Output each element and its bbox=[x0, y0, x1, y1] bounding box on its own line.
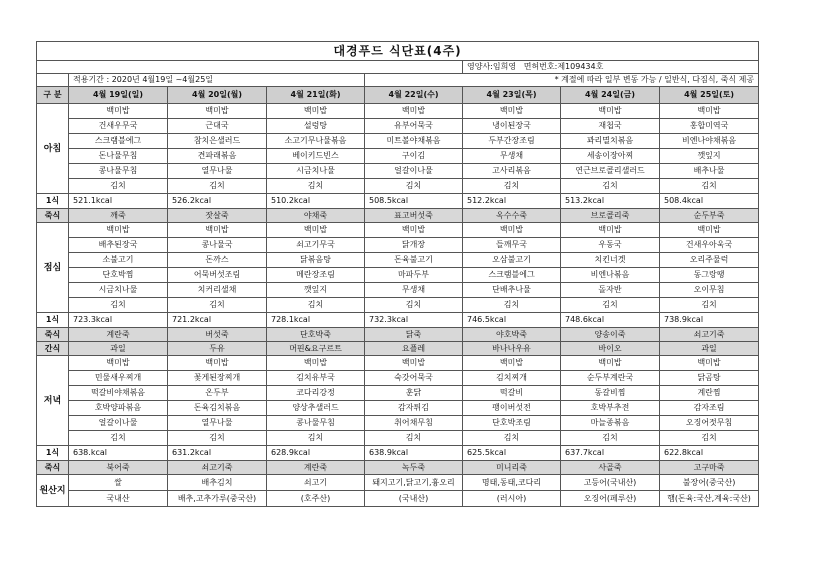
breakfast-dish: 미트볼야채볶음 bbox=[365, 134, 463, 149]
breakfast-kcal-label: 1식 bbox=[37, 194, 69, 209]
breakfast-porridge: 표고버섯죽 bbox=[365, 209, 463, 223]
origin-source-row bbox=[37, 491, 759, 507]
dinner-dish: 김치 bbox=[463, 431, 561, 446]
breakfast-porridge: 잣살죽 bbox=[168, 209, 267, 223]
lunch-dish: 백미밥 bbox=[365, 223, 463, 238]
breakfast-kcal-row bbox=[37, 194, 759, 209]
breakfast-dish: 재첩국 bbox=[561, 119, 660, 134]
breakfast-dish-row bbox=[37, 134, 759, 149]
lunch-kcal-value: 748.6kcal bbox=[561, 313, 660, 328]
breakfast-dish: 시금치나물 bbox=[267, 164, 365, 179]
breakfast-dish: 김치 bbox=[267, 179, 365, 194]
origin-label: 원산지 bbox=[37, 475, 69, 507]
dinner-dish: 꽃게된장찌개 bbox=[168, 371, 267, 386]
dinner-kcal-value: 622.8kcal bbox=[660, 446, 759, 461]
lunch-dish: 오리주물럭 bbox=[660, 253, 759, 268]
dinner-porridge: 북어죽 bbox=[69, 461, 168, 475]
origin-source: 배추,고추가루(중국산) bbox=[168, 491, 267, 507]
origin-source: (국내산) bbox=[365, 491, 463, 507]
lunch-dish: 김치 bbox=[660, 298, 759, 313]
dinner-porridge: 사골죽 bbox=[561, 461, 660, 475]
lunch-dish: 들깨무국 bbox=[463, 238, 561, 253]
nutritionist-info bbox=[463, 61, 759, 74]
snack-item: 두유 bbox=[168, 342, 267, 356]
dinner-dish: 민물새우찌개 bbox=[69, 371, 168, 386]
breakfast-dish: 김치 bbox=[69, 179, 168, 194]
lunch-dish: 김치 bbox=[168, 298, 267, 313]
origin-item: 쇠고기 bbox=[267, 475, 365, 491]
dinner-dish: 감자조림 bbox=[660, 401, 759, 416]
dinner-porridge: 계란죽 bbox=[267, 461, 365, 475]
lunch-kcal-value: 728.1kcal bbox=[267, 313, 365, 328]
day-header: 4월 23일(목) bbox=[463, 87, 561, 104]
breakfast-porridge: 옥수수죽 bbox=[463, 209, 561, 223]
dinner-dish: 콩나물무침 bbox=[267, 416, 365, 431]
header-row bbox=[37, 87, 759, 104]
dinner-dish: 호박부추전 bbox=[561, 401, 660, 416]
breakfast-dish: 김치 bbox=[660, 179, 759, 194]
lunch-dish: 무생채 bbox=[365, 283, 463, 298]
lunch-porridge: 버섯죽 bbox=[168, 328, 267, 342]
breakfast-dish: 참치은샐러드 bbox=[168, 134, 267, 149]
dinner-dish-row bbox=[37, 416, 759, 431]
dinner-dish: 훈닭 bbox=[365, 386, 463, 401]
dinner-dish-row bbox=[37, 356, 759, 371]
apply-period: 적용기간 : 2020년 4월19일 ~4월25일 bbox=[69, 74, 365, 87]
lunch-dish: 김치 bbox=[365, 298, 463, 313]
breakfast-dish: 깻잎지 bbox=[660, 149, 759, 164]
breakfast-dish: 백미밥 bbox=[463, 104, 561, 119]
lunch-dish: 치킨너겟 bbox=[561, 253, 660, 268]
lunch-dish: 백미밥 bbox=[463, 223, 561, 238]
snack-item: 머핀&요구르트 bbox=[267, 342, 365, 356]
sheet-title: 대경푸드 식단표(4주) bbox=[37, 42, 759, 61]
lunch-dish: 마파두부 bbox=[365, 268, 463, 283]
lunch-dish: 돌자반 bbox=[561, 283, 660, 298]
dinner-kcal-row bbox=[37, 446, 759, 461]
breakfast-dish: 소고기무나물볶음 bbox=[267, 134, 365, 149]
breakfast-dish: 설렁탕 bbox=[267, 119, 365, 134]
lunch-dish: 깻잎지 bbox=[267, 283, 365, 298]
lunch-dish: 어묵버섯조림 bbox=[168, 268, 267, 283]
lunch-dish: 비엔나볶음 bbox=[561, 268, 660, 283]
dinner-dish: 김치 bbox=[561, 431, 660, 446]
lunch-dish: 백미밥 bbox=[660, 223, 759, 238]
lunch-dish-row bbox=[37, 283, 759, 298]
breakfast-dish: 콩나물무침 bbox=[69, 164, 168, 179]
breakfast-porridge-row bbox=[37, 209, 759, 223]
snack-item: 바나나우유 bbox=[463, 342, 561, 356]
breakfast-dish: 얼갈이나물 bbox=[365, 164, 463, 179]
breakfast-dish: 백미밥 bbox=[267, 104, 365, 119]
breakfast-dish: 홍합미역국 bbox=[660, 119, 759, 134]
breakfast-dish: 백미밥 bbox=[69, 104, 168, 119]
lunch-dish: 돈육불고기 bbox=[365, 253, 463, 268]
lunch-dish: 단배추나물 bbox=[463, 283, 561, 298]
dinner-dish: 얼갈이나물 bbox=[69, 416, 168, 431]
snack-item: 과일 bbox=[660, 342, 759, 356]
dinner-dish-row bbox=[37, 401, 759, 416]
lunch-dish: 콩나물국 bbox=[168, 238, 267, 253]
origin-item: 불장어(중국산) bbox=[660, 475, 759, 491]
breakfast-porridge: 브로콜리죽 bbox=[561, 209, 660, 223]
origin-source: (러시아) bbox=[463, 491, 561, 507]
breakfast-dish: 돈나물무침 bbox=[69, 149, 168, 164]
dinner-dish: 열무나물 bbox=[168, 416, 267, 431]
dinner-dish: 백미밥 bbox=[168, 356, 267, 371]
day-header: 4월 20일(월) bbox=[168, 87, 267, 104]
lunch-dish: 쇠고기무국 bbox=[267, 238, 365, 253]
lunch-porridge: 쇠고기죽 bbox=[660, 328, 759, 342]
breakfast-dish: 근대국 bbox=[168, 119, 267, 134]
dinner-dish: 떡갈비 bbox=[463, 386, 561, 401]
origin-source: 국내산 bbox=[69, 491, 168, 507]
origin-item: 쌀 bbox=[69, 475, 168, 491]
lunch-dish: 오이무침 bbox=[660, 283, 759, 298]
breakfast-dish: 견파래볶음 bbox=[168, 149, 267, 164]
nutritionist-name: 영양사:임희영 bbox=[467, 62, 517, 71]
lunch-kcal-value: 721.2kcal bbox=[168, 313, 267, 328]
dinner-kcal-label: 1식 bbox=[37, 446, 69, 461]
dinner-dish: 돈육김치볶음 bbox=[168, 401, 267, 416]
breakfast-dish: 백미밥 bbox=[365, 104, 463, 119]
dinner-dish: 팽이버섯전 bbox=[463, 401, 561, 416]
lunch-porridge-row bbox=[37, 328, 759, 342]
breakfast-dish: 스크램블에그 bbox=[69, 134, 168, 149]
lunch-meal-label: 점심 bbox=[37, 223, 69, 313]
dinner-kcal-value: 628.9kcal bbox=[267, 446, 365, 461]
origin-item: 고등어(국내산) bbox=[561, 475, 660, 491]
dinner-dish: 단호박조림 bbox=[463, 416, 561, 431]
lunch-kcal-value: 732.3kcal bbox=[365, 313, 463, 328]
lunch-dish: 동그랑땡 bbox=[660, 268, 759, 283]
lunch-dish: 단호박찜 bbox=[69, 268, 168, 283]
breakfast-dish: 배추나물 bbox=[660, 164, 759, 179]
lunch-dish: 오삼불고기 bbox=[463, 253, 561, 268]
menu-note: * 계절에 따라 일부 변동 가능 / 일반식, 다짐식, 죽식 제공 bbox=[365, 74, 759, 87]
dinner-dish: 김치 bbox=[168, 431, 267, 446]
snack-label: 간식 bbox=[37, 342, 69, 356]
breakfast-kcal-value: 510.2kcal bbox=[267, 194, 365, 209]
lunch-dish: 김치 bbox=[267, 298, 365, 313]
dinner-dish-row bbox=[37, 386, 759, 401]
breakfast-porridge-label: 죽식 bbox=[37, 209, 69, 223]
breakfast-dish: 고사리볶음 bbox=[463, 164, 561, 179]
origin-source: 오징어(페루산) bbox=[561, 491, 660, 507]
lunch-dish: 김치 bbox=[561, 298, 660, 313]
dinner-meal-label: 저녁 bbox=[37, 356, 69, 446]
origin-item: 배추김치 bbox=[168, 475, 267, 491]
breakfast-porridge: 순두부죽 bbox=[660, 209, 759, 223]
breakfast-dish: 두부간장조림 bbox=[463, 134, 561, 149]
day-header: 4월 19일(일) bbox=[69, 87, 168, 104]
lunch-porridge: 닭죽 bbox=[365, 328, 463, 342]
dinner-dish-row bbox=[37, 371, 759, 386]
dinner-dish: 백미밥 bbox=[267, 356, 365, 371]
breakfast-dish: 무생채 bbox=[463, 149, 561, 164]
dinner-dish: 오징어젓무침 bbox=[660, 416, 759, 431]
lunch-dish: 돈까스 bbox=[168, 253, 267, 268]
dinner-dish: 김치유부국 bbox=[267, 371, 365, 386]
dinner-porridge: 쇠고기죽 bbox=[168, 461, 267, 475]
dinner-dish: 취어채무침 bbox=[365, 416, 463, 431]
lunch-dish-row bbox=[37, 238, 759, 253]
breakfast-dish: 연근브로콜리샐러드 bbox=[561, 164, 660, 179]
dinner-kcal-value: 638.9kcal bbox=[365, 446, 463, 461]
origin-item: 명태,동태,코다리 bbox=[463, 475, 561, 491]
breakfast-dish: 백미밥 bbox=[561, 104, 660, 119]
lunch-kcal-value: 738.9kcal bbox=[660, 313, 759, 328]
lunch-porridge-label: 죽식 bbox=[37, 328, 69, 342]
day-header: 4월 21일(화) bbox=[267, 87, 365, 104]
lunch-kcal-value: 746.5kcal bbox=[463, 313, 561, 328]
dinner-kcal-value: 637.7kcal bbox=[561, 446, 660, 461]
lunch-dish: 소불고기 bbox=[69, 253, 168, 268]
license-number: 면허번호:제109434호 bbox=[523, 62, 604, 71]
breakfast-dish: 백미밥 bbox=[168, 104, 267, 119]
origin-source: (호주산) bbox=[267, 491, 365, 507]
origin-source: 햄(돈육:국산,계육:국산) bbox=[660, 491, 759, 507]
breakfast-dish-row bbox=[37, 104, 759, 119]
dinner-dish: 마늘종볶음 bbox=[561, 416, 660, 431]
breakfast-dish: 세송이장아찌 bbox=[561, 149, 660, 164]
breakfast-kcal-value: 513.2kcal bbox=[561, 194, 660, 209]
breakfast-kcal-value: 521.1kcal bbox=[69, 194, 168, 209]
lunch-dish-row bbox=[37, 298, 759, 313]
header-label: 구 분 bbox=[37, 87, 69, 104]
dinner-dish: 숙갓어묵국 bbox=[365, 371, 463, 386]
dinner-dish: 백미밥 bbox=[660, 356, 759, 371]
breakfast-dish: 김치 bbox=[365, 179, 463, 194]
lunch-dish-row bbox=[37, 223, 759, 238]
dinner-dish: 온두부 bbox=[168, 386, 267, 401]
dinner-dish: 김치 bbox=[267, 431, 365, 446]
breakfast-kcal-value: 508.5kcal bbox=[365, 194, 463, 209]
dinner-dish: 감자튀김 bbox=[365, 401, 463, 416]
lunch-dish: 백미밥 bbox=[267, 223, 365, 238]
dinner-porridge-label: 죽식 bbox=[37, 461, 69, 475]
lunch-dish: 스크램블에그 bbox=[463, 268, 561, 283]
dinner-porridge-row bbox=[37, 461, 759, 475]
day-header: 4월 22일(수) bbox=[365, 87, 463, 104]
lunch-dish: 김치 bbox=[463, 298, 561, 313]
dinner-dish: 동갈비찜 bbox=[561, 386, 660, 401]
dinner-kcal-value: 631.2kcal bbox=[168, 446, 267, 461]
dinner-dish: 떡갈비야채볶음 bbox=[69, 386, 168, 401]
lunch-dish-row bbox=[37, 253, 759, 268]
breakfast-dish-row bbox=[37, 119, 759, 134]
dinner-porridge: 미니리죽 bbox=[463, 461, 561, 475]
breakfast-kcal-value: 526.2kcal bbox=[168, 194, 267, 209]
lunch-dish-row bbox=[37, 268, 759, 283]
dinner-porridge: 녹두죽 bbox=[365, 461, 463, 475]
breakfast-porridge: 야채죽 bbox=[267, 209, 365, 223]
lunch-kcal-label: 1식 bbox=[37, 313, 69, 328]
lunch-dish: 김치 bbox=[69, 298, 168, 313]
lunch-dish: 시금치나물 bbox=[69, 283, 168, 298]
breakfast-dish: 구이김 bbox=[365, 149, 463, 164]
dinner-dish: 양상추샐러드 bbox=[267, 401, 365, 416]
lunch-dish: 닭볶음탕 bbox=[267, 253, 365, 268]
lunch-dish: 우동국 bbox=[561, 238, 660, 253]
dinner-dish: 백미밥 bbox=[561, 356, 660, 371]
day-header: 4월 24일(금) bbox=[561, 87, 660, 104]
dinner-dish: 백미밥 bbox=[69, 356, 168, 371]
breakfast-porridge: 깨죽 bbox=[69, 209, 168, 223]
breakfast-dish: 냉이된장국 bbox=[463, 119, 561, 134]
breakfast-meal-label: 아침 bbox=[37, 104, 69, 194]
dinner-dish: 백미밥 bbox=[463, 356, 561, 371]
breakfast-dish: 백미밥 bbox=[660, 104, 759, 119]
breakfast-dish: 김치 bbox=[561, 179, 660, 194]
lunch-dish: 닭개장 bbox=[365, 238, 463, 253]
breakfast-dish-row bbox=[37, 164, 759, 179]
lunch-kcal-value: 723.3kcal bbox=[69, 313, 168, 328]
breakfast-dish: 열무나물 bbox=[168, 164, 267, 179]
lunch-dish: 메란장조림 bbox=[267, 268, 365, 283]
lunch-dish: 백미밥 bbox=[168, 223, 267, 238]
breakfast-dish: 베이키드빈스 bbox=[267, 149, 365, 164]
breakfast-dish: 건새우무국 bbox=[69, 119, 168, 134]
breakfast-dish-row bbox=[37, 149, 759, 164]
lunch-porridge: 단호박죽 bbox=[267, 328, 365, 342]
snack-item: 바이오 bbox=[561, 342, 660, 356]
dinner-dish: 김치 bbox=[69, 431, 168, 446]
menu-sheet bbox=[36, 41, 758, 580]
dinner-kcal-value: 625.5kcal bbox=[463, 446, 561, 461]
dinner-dish: 호박양파볶음 bbox=[69, 401, 168, 416]
lunch-porridge: 양송이죽 bbox=[561, 328, 660, 342]
lunch-porridge: 야호박죽 bbox=[463, 328, 561, 342]
lunch-dish: 치커리샐채 bbox=[168, 283, 267, 298]
breakfast-dish: 꽈리멸치볶음 bbox=[561, 134, 660, 149]
dinner-dish-row bbox=[37, 431, 759, 446]
breakfast-kcal-value: 508.4kcal bbox=[660, 194, 759, 209]
lunch-porridge: 계란죽 bbox=[69, 328, 168, 342]
dinner-dish: 계란찜 bbox=[660, 386, 759, 401]
breakfast-kcal-value: 512.2kcal bbox=[463, 194, 561, 209]
lunch-dish: 건새우아욱국 bbox=[660, 238, 759, 253]
day-header: 4월 25일(토) bbox=[660, 87, 759, 104]
dinner-dish: 닭곰탕 bbox=[660, 371, 759, 386]
dinner-kcal-value: 638.kcal bbox=[69, 446, 168, 461]
dinner-dish: 백미밥 bbox=[365, 356, 463, 371]
lunch-snack-row bbox=[37, 342, 759, 356]
breakfast-dish: 유부어묵국 bbox=[365, 119, 463, 134]
lunch-kcal-row bbox=[37, 313, 759, 328]
snack-item: 과일 bbox=[69, 342, 168, 356]
dinner-dish: 순두부계란국 bbox=[561, 371, 660, 386]
breakfast-dish-row bbox=[37, 179, 759, 194]
dinner-dish: 김치 bbox=[660, 431, 759, 446]
origin-item: 돼지고기,닭고기,흉오리 bbox=[365, 475, 463, 491]
origin-item-row bbox=[37, 475, 759, 491]
breakfast-dish: 김치 bbox=[463, 179, 561, 194]
menu-table bbox=[36, 41, 759, 507]
lunch-dish: 배추된장국 bbox=[69, 238, 168, 253]
breakfast-dish: 비엔나야채볶음 bbox=[660, 134, 759, 149]
lunch-dish: 백미밥 bbox=[69, 223, 168, 238]
dinner-dish: 김치찌개 bbox=[463, 371, 561, 386]
breakfast-dish: 김치 bbox=[168, 179, 267, 194]
dinner-porridge: 고구마죽 bbox=[660, 461, 759, 475]
dinner-dish: 김치 bbox=[365, 431, 463, 446]
dinner-dish: 코다리강정 bbox=[267, 386, 365, 401]
snack-item: 요플레 bbox=[365, 342, 463, 356]
lunch-dish: 백미밥 bbox=[561, 223, 660, 238]
